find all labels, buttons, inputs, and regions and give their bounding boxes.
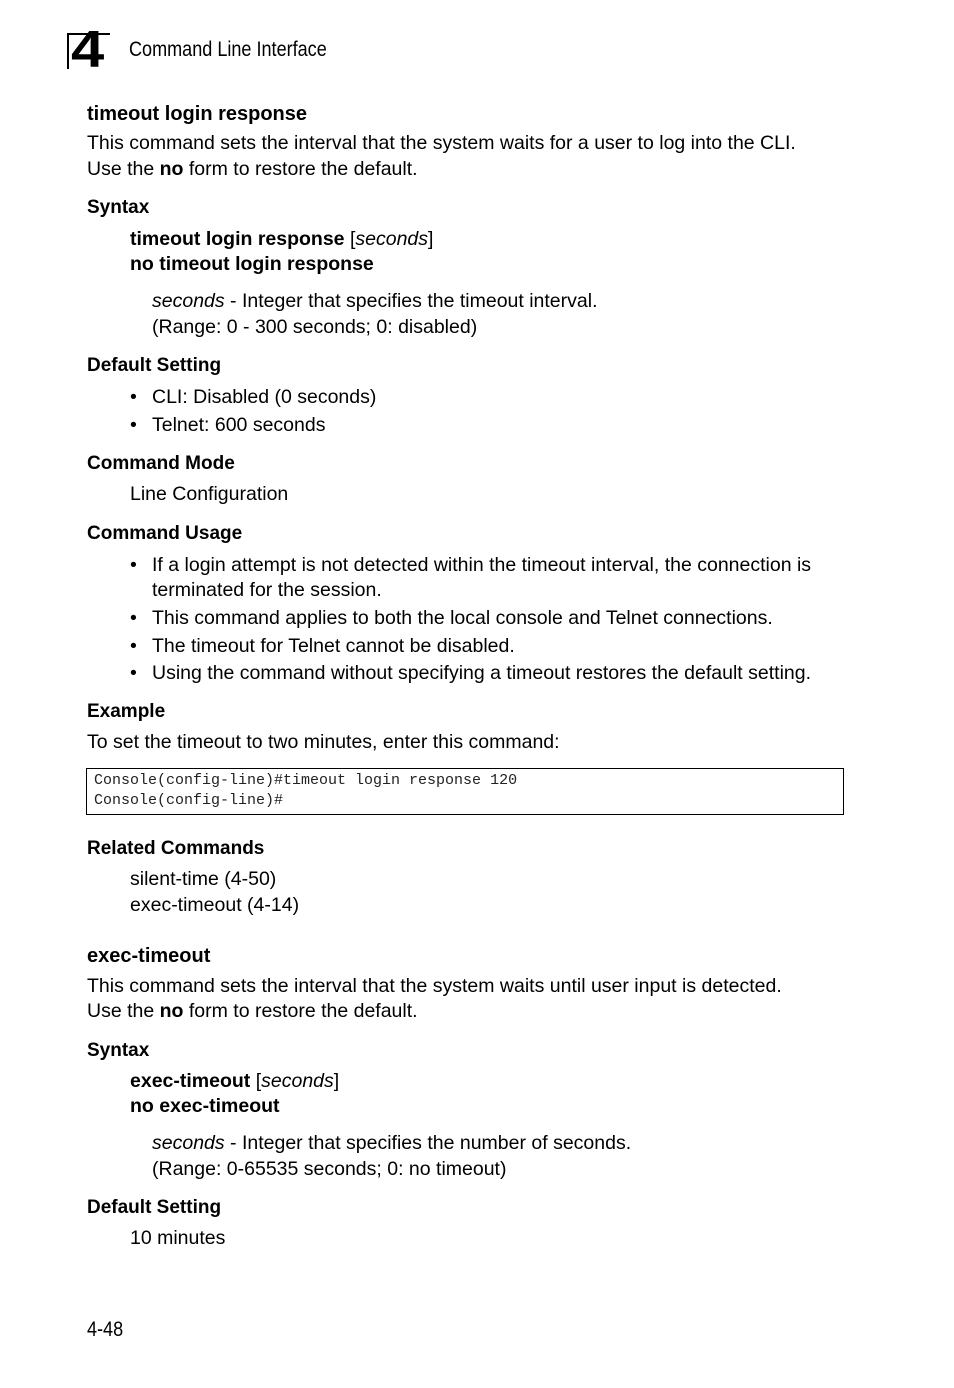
syntax-heading: Syntax bbox=[87, 197, 150, 218]
example-intro: To set the timeout to two minutes, enter this command: bbox=[87, 731, 560, 753]
section-description-line: Use the no form to restore the default. bbox=[87, 158, 418, 180]
chapter-number-badge bbox=[67, 21, 112, 79]
section-description-line: This command sets the interval that the system waits for a user to log into the CLI. bbox=[87, 132, 796, 154]
default-setting-heading: Default Setting bbox=[87, 355, 222, 376]
keyword-no: no bbox=[159, 1000, 184, 1022]
page-number: 4-48 bbox=[87, 1318, 124, 1341]
default-setting-item: CLI: Disabled (0 seconds) bbox=[152, 386, 377, 408]
section-title-exec-timeout: exec-timeout bbox=[87, 945, 211, 967]
example-code-block bbox=[86, 768, 844, 815]
chapter-number: 4 bbox=[71, 21, 105, 79]
syntax-heading: Syntax bbox=[87, 1040, 150, 1061]
syntax-command: timeout login response [seconds] bbox=[130, 228, 434, 250]
bullet-glyph: • bbox=[130, 554, 137, 576]
section-title-timeout-login-response: timeout login response bbox=[87, 103, 308, 125]
default-setting-item: Telnet: 600 seconds bbox=[152, 414, 326, 436]
command-mode-heading: Command Mode bbox=[87, 453, 235, 474]
usage-item: The timeout for Telnet cannot be disabled. bbox=[152, 635, 515, 657]
usage-item: This command applies to both the local console and Telnet connections. bbox=[152, 607, 773, 629]
parameter-range: (Range: 0 - 300 seconds; 0: disabled) bbox=[152, 316, 478, 338]
default-setting-heading: Default Setting bbox=[87, 1197, 222, 1218]
command-mode-value: Line Configuration bbox=[130, 483, 289, 505]
bullet-glyph: • bbox=[130, 386, 137, 408]
usage-item: Using the command without specifying a timeout restores the default setting. bbox=[152, 662, 812, 684]
usage-item-continuation: terminated for the session. bbox=[152, 579, 382, 601]
bullet-glyph: • bbox=[130, 662, 137, 684]
parameter-range: (Range: 0-65535 seconds; 0: no timeout) bbox=[152, 1158, 507, 1180]
example-heading: Example bbox=[87, 701, 166, 722]
related-command-link[interactable]: exec-timeout (4-14) bbox=[130, 894, 300, 916]
parameter-description: seconds - Integer that specifies the number of seconds. bbox=[152, 1132, 632, 1154]
bullet-glyph: • bbox=[130, 635, 137, 657]
syntax-command: exec-timeout [seconds] bbox=[130, 1070, 340, 1092]
command-usage-heading: Command Usage bbox=[87, 523, 243, 544]
bullet-glyph: • bbox=[130, 414, 137, 436]
usage-item: If a login attempt is not detected within the timeout interval, the connection is bbox=[152, 554, 812, 576]
related-command-link[interactable]: silent-time (4-50) bbox=[130, 868, 277, 890]
related-commands-heading: Related Commands bbox=[87, 838, 265, 859]
section-description-line: Use the no form to restore the default. bbox=[87, 1000, 418, 1022]
bullet-glyph: • bbox=[130, 607, 137, 629]
keyword-no: no bbox=[159, 158, 184, 180]
syntax-no-command: no exec-timeout bbox=[130, 1095, 280, 1117]
running-header-title: Command Line Interface bbox=[129, 38, 327, 61]
code-line: Console(config-line)# bbox=[94, 792, 284, 809]
syntax-no-command: no timeout login response bbox=[130, 253, 374, 275]
badge-vertical-rule bbox=[67, 33, 69, 69]
parameter-description: seconds - Integer that specifies the timeout interval. bbox=[152, 290, 598, 312]
default-setting-value: 10 minutes bbox=[130, 1227, 226, 1249]
section-description-line: This command sets the interval that the system waits until user input is detected. bbox=[87, 975, 782, 997]
code-line: Console(config-line)#timeout login response 120 bbox=[94, 772, 518, 789]
